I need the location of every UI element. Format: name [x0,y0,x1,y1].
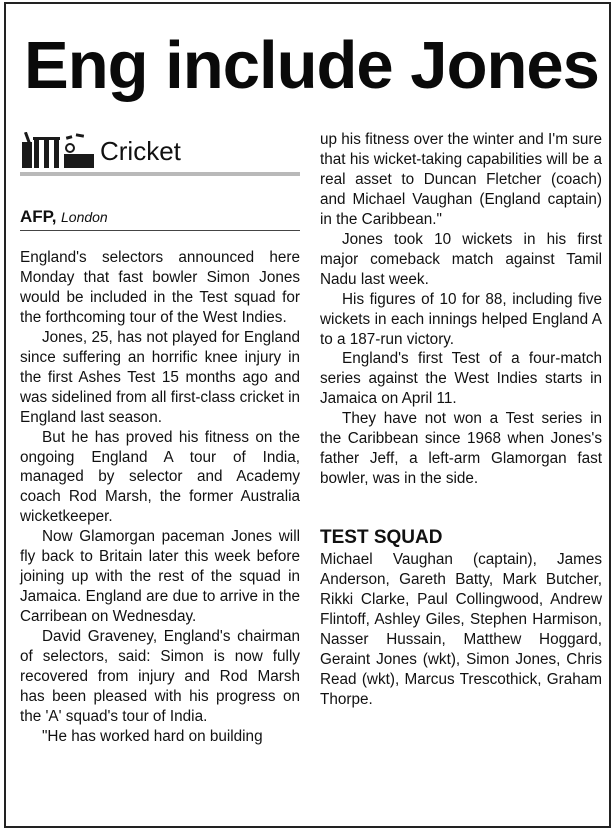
paragraph: England's selectors announced here Monday that fast bowler Simon Jones would be included in the Test squad for the forthcoming tour of the West Indies. [20,249,300,326]
paragraph: David Graveney, England's chairman of selectors, said: Simon is now fully recovered from injury and Rod Marsh has been pleased with his progress on the 'A' squad's tour of India. [20,628,300,725]
paragraph: Now Glamorgan paceman Jones will fly back to Britain later this week before joining up with the rest of the squad in Jamaica. England are due to arrive in the Carribean on Wednesday. [20,528,300,626]
section-label: Cricket [100,136,181,166]
paragraph: "He has worked hard on building [42,727,263,745]
paragraph: His figures of 10 for 88, including five wickets in each innings helped England A to a 187-run victory. [320,290,602,348]
paragraph: Jones, 25, has not played for England since suffering an horrific knee injury in the first Ashes Test 15 months ago and was sidelined from all first-class cricket in England last season. [20,328,300,426]
left-body [20,248,300,747]
squad-title: TEST SQUAD [320,527,443,548]
paragraph: up his fitness over the winter and I'm sure that his wicket-taking capabilities will be a real asset to Duncan Fletcher (coach) and Michael Vaughan (England captain) in the Caribbean." [320,131,602,228]
paragraph: They have not won a Test series in the Caribbean since 1968 when Jones's father Jeff, a left-arm Glamorgan fast bowler, was in the side. [320,410,602,488]
headline: Eng include Jones [24,28,599,103]
section-header [20,130,300,176]
byline-place: London [61,209,108,225]
byline [20,206,300,231]
cricket-stumps-icon [22,132,94,175]
paragraph: But he has proved his fitness on the ongoing England A tour of India, managed by selector and Academy coach Rod Marsh, the former Australia wicketkeeper. [20,428,300,526]
paragraph: England's first Test of a four-match series against the West Indies starts in Jamaica on April 11. [320,350,602,408]
paragraph: Jones took 10 wickets in his first major comeback match against Tamil Nadu last week. [320,230,602,288]
article [4,2,611,828]
byline-agency: AFP, [20,207,57,226]
right-body [320,130,602,489]
squad-list: Michael Vaughan (captain), James Anderson, Gareth Batty, Mark Butcher, Rikki Clarke, Paul Collingwood, Andrew Flintoff, Ashley Giles, Stephen Harmison, Nasser Hussain, Matthew Hoggard, Geraint Jones (wkt), Simon Jones, Chris Read (wkt), Marcus Trescothick, Graham Thorpe. [320,551,602,708]
